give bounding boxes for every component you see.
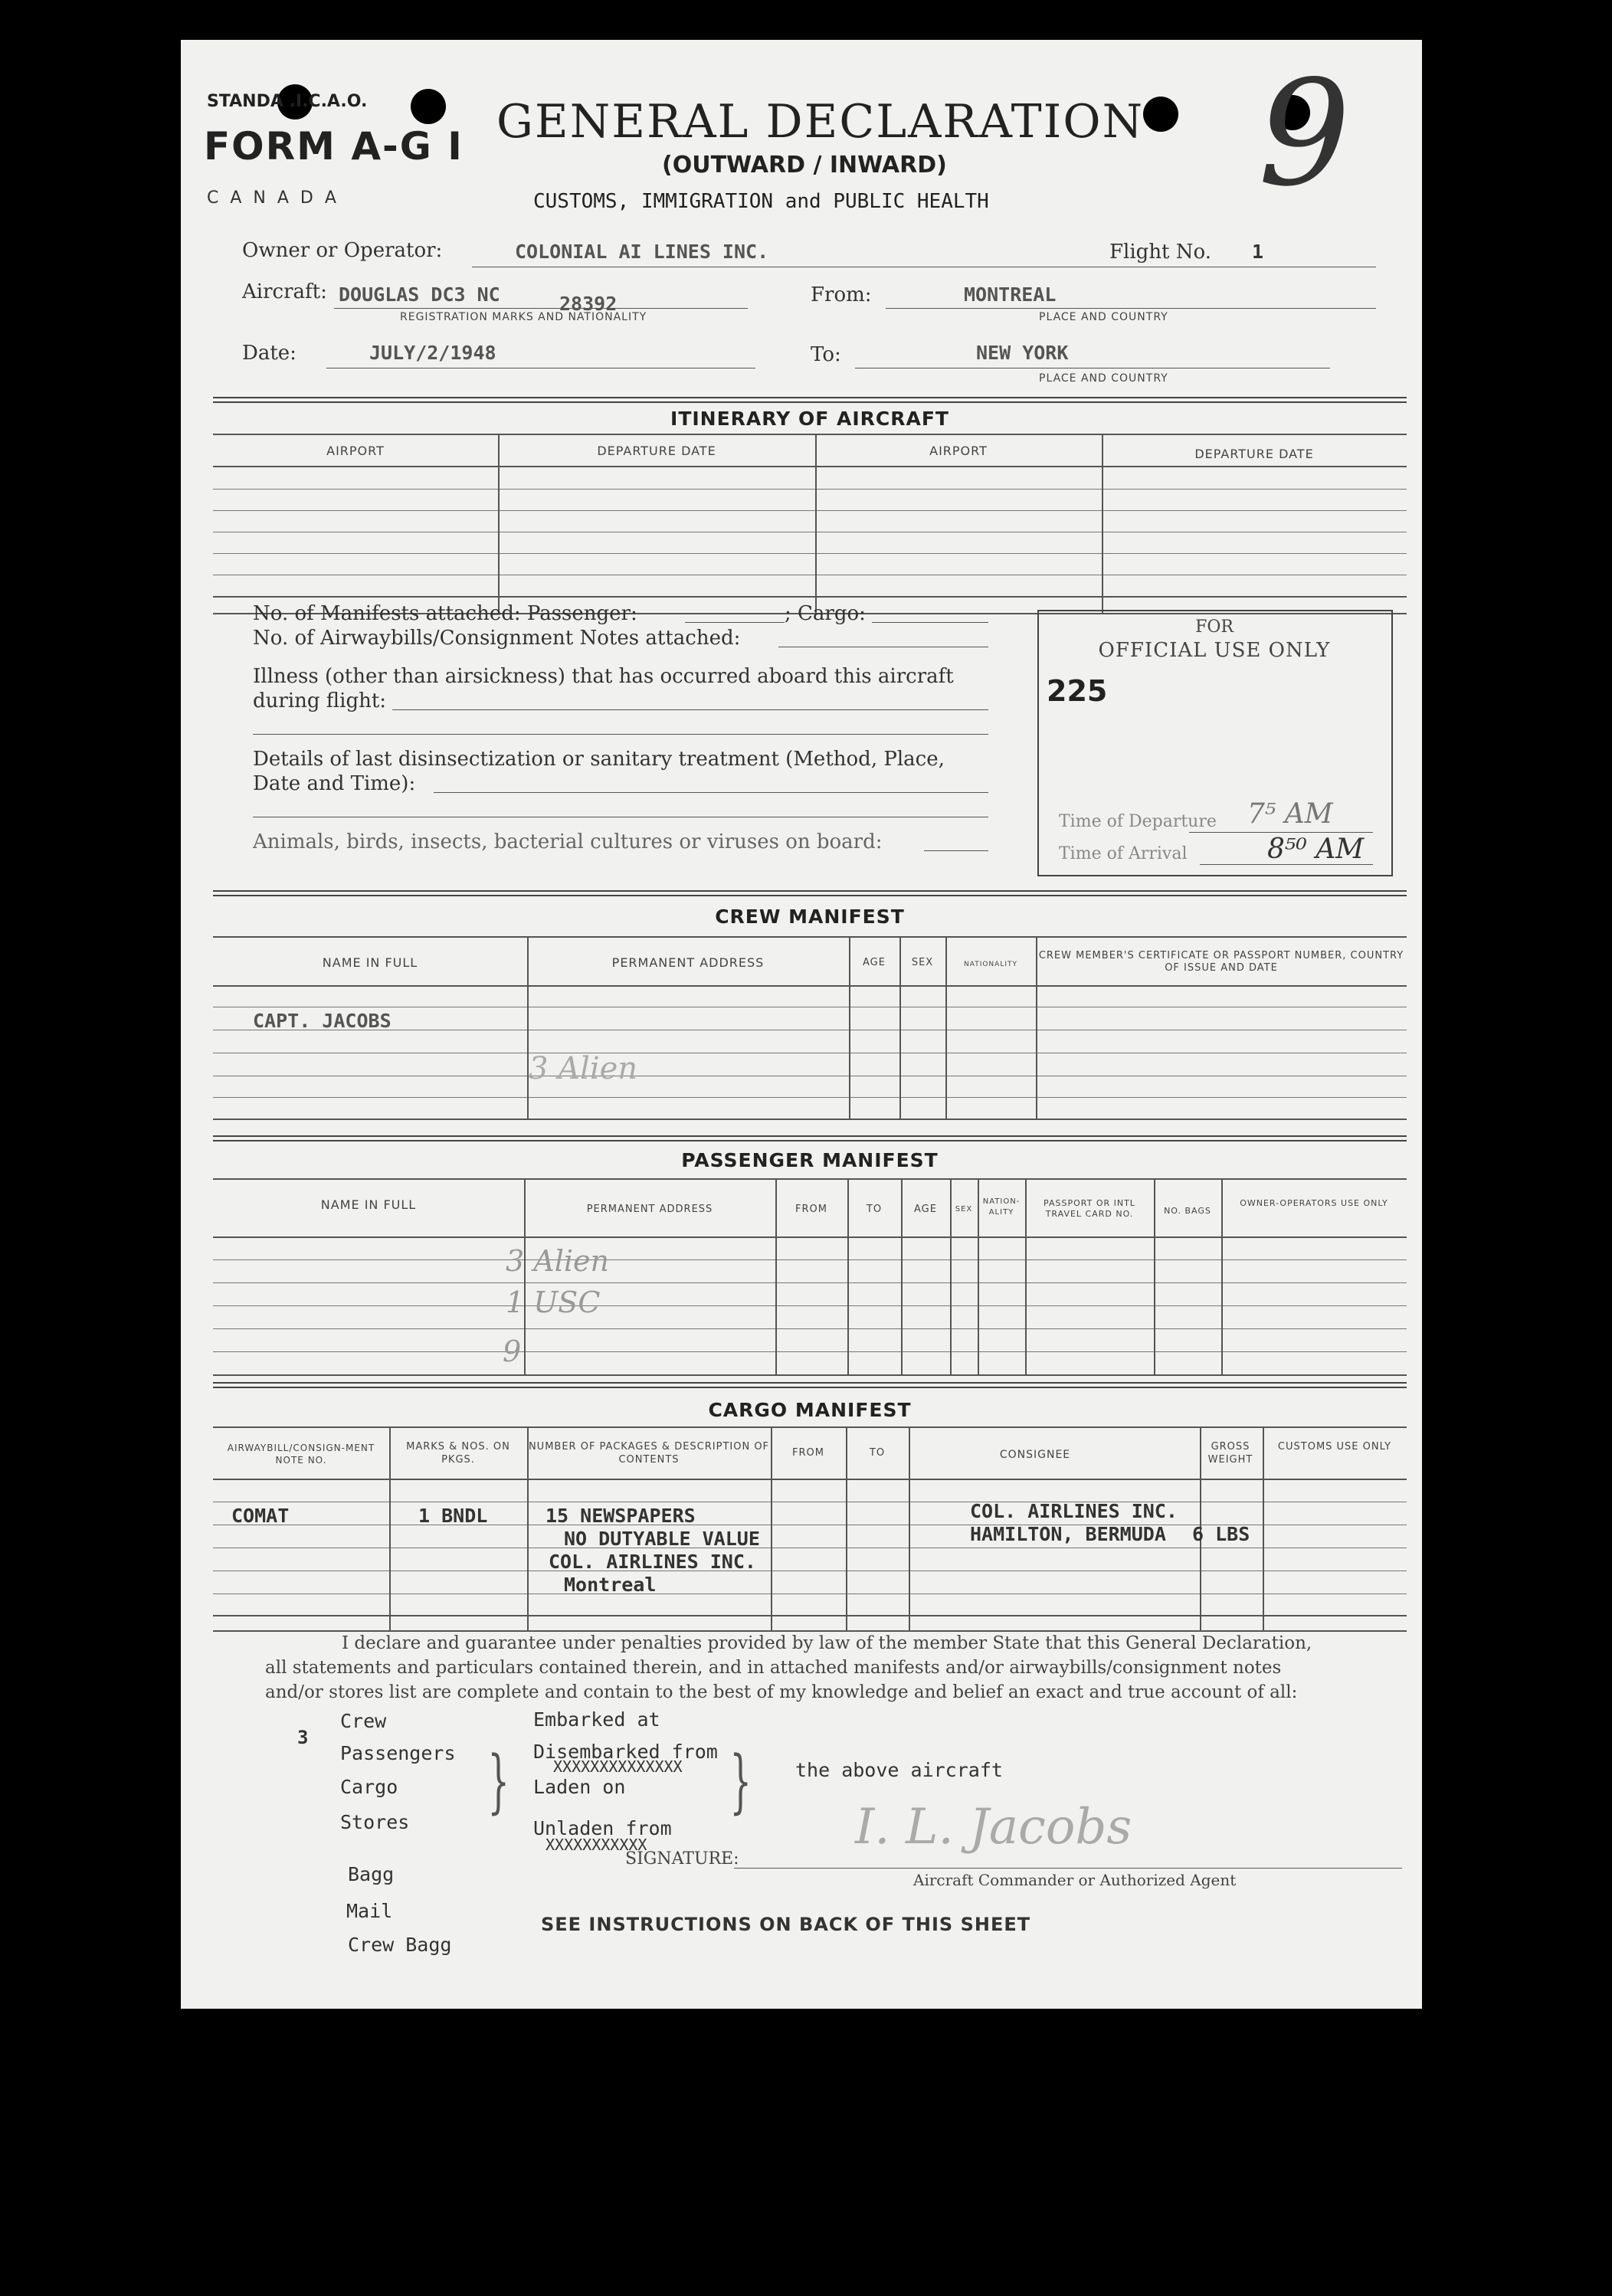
- official-for: FOR: [1195, 617, 1234, 637]
- aircraft-caption: REGISTRATION MARKS AND NATIONALITY: [400, 311, 647, 323]
- aircraft-registration: 28392: [559, 293, 618, 315]
- passenger-col-to: TO: [866, 1204, 883, 1215]
- passenger-col-passport: PASSPORT OR INTL TRAVEL CARD NO.: [1044, 1198, 1135, 1219]
- to-caption: PLACE AND COUNTRY: [1039, 372, 1168, 385]
- itinerary-col-airport-1: AIRPORT: [326, 444, 385, 458]
- cargo-col-description: NUMBER OF PACKAGES & DESCRIPTION OF CONTENTS: [528, 1441, 770, 1466]
- standard-label: STANDA .I.C.A.O.: [207, 92, 368, 111]
- flight-label: Flight No.: [1109, 241, 1211, 264]
- owner-label: Owner or Operator:: [242, 239, 443, 262]
- cargo-description-3: COL. AIRLINES INC.: [549, 1551, 756, 1573]
- departure-time-label: Time of Departure: [1059, 812, 1217, 831]
- crew-col-address: PERMANENT ADDRESS: [611, 955, 765, 970]
- corner-handwritten-mark: 9: [1258, 49, 1351, 218]
- aircraft-label: Aircraft:: [242, 280, 327, 303]
- cargo-marks: 1 BNDL: [418, 1505, 488, 1527]
- declaration-text-3: and/or stores list are complete and contain to the best of my knowledge and belief an exact and true account of all:: [265, 1682, 1298, 1702]
- cargo-col-customs: CUSTOMS USE ONLY: [1277, 1441, 1392, 1453]
- itinerary-col-airport-2: AIRPORT: [929, 444, 988, 458]
- declaration-text-1: I declare and guarantee under penalties provided by law of the member State that this General Declaration,: [342, 1633, 1312, 1653]
- cargo-note-no: COMAT: [231, 1505, 290, 1527]
- signature-label: SIGNATURE:: [625, 1849, 739, 1869]
- from-value: MONTREAL: [964, 283, 1057, 306]
- passenger-col-name: NAME IN FULL: [320, 1197, 417, 1212]
- passenger-handwriting-3: 9: [503, 1335, 522, 1368]
- from-caption: PLACE AND COUNTRY: [1039, 311, 1168, 323]
- outward-label: (OUTWARD /: [662, 152, 830, 179]
- form-title: GENERAL DECLARATION: [496, 95, 1145, 149]
- punch-hole: [1143, 97, 1178, 132]
- passenger-col-address: PERMANENT ADDRESS: [586, 1204, 713, 1215]
- cargo-description-2: NO DUTYABLE VALUE: [564, 1528, 760, 1550]
- illness-label-2: during flight:: [253, 689, 387, 712]
- declaration-form: [181, 40, 1422, 2009]
- disinsect-label-2: Date and Time):: [253, 772, 416, 795]
- cargo-consignee-1: COL. AIRLINES INC.: [970, 1500, 1178, 1522]
- extra-mail: Mail: [346, 1900, 393, 1922]
- animals-label: Animals, birds, insects, bacterial cultures or viruses on board:: [253, 830, 883, 853]
- cargo-col-consignee: CONSIGNEE: [999, 1449, 1071, 1461]
- to-label: To:: [811, 343, 841, 366]
- form-label: FORM A-G I: [204, 124, 464, 169]
- crew-col-age: AGE: [863, 957, 886, 968]
- decl-left-crew: Crew: [340, 1710, 387, 1732]
- date-value: JULY/2/1948: [369, 342, 496, 364]
- crew-row-name: CAPT. JACOBS: [253, 1010, 392, 1032]
- decl-left-stores: Stores: [340, 1811, 410, 1833]
- disinsect-label-1: Details of last disinsectization or sanitary treatment (Method, Place,: [253, 748, 945, 771]
- passenger-count: 3: [297, 1727, 309, 1748]
- official-title: OFFICIAL USE ONLY: [1098, 639, 1331, 662]
- crew-title: CREW MANIFEST: [715, 906, 905, 928]
- signature-value: I. L. Jacobs: [855, 1799, 1132, 1855]
- cargo-consignee-2: HAMILTON, BERMUDA: [970, 1523, 1166, 1545]
- passenger-col-from: FROM: [795, 1204, 827, 1215]
- above-aircraft: the above aircraft: [795, 1759, 1003, 1781]
- extra-bagg: Bagg: [348, 1863, 395, 1885]
- cargo-title: CARGO MANIFEST: [708, 1399, 912, 1421]
- passenger-col-age: AGE: [914, 1204, 937, 1215]
- country-label: C A N A D A: [207, 188, 339, 208]
- left-brace: }: [487, 1741, 509, 1822]
- decl-laden: Laden on: [533, 1776, 626, 1798]
- passenger-col-bags: NO. BAGS: [1164, 1206, 1211, 1216]
- flight-value: 1: [1252, 241, 1264, 263]
- departure-time-value: 7⁵ AM: [1247, 798, 1333, 830]
- extra-crew-bagg: Crew Bagg: [348, 1934, 452, 1956]
- official-number: 225: [1047, 674, 1108, 708]
- aircraft-value: DOUGLAS DC3 NC: [339, 283, 500, 306]
- arrival-time-label: Time of Arrival: [1059, 844, 1188, 863]
- cargo-col-from: FROM: [792, 1447, 824, 1459]
- passenger-handwriting-1: 3 Alien: [506, 1244, 609, 1278]
- itinerary-title: ITINERARY OF AIRCRAFT: [670, 408, 949, 430]
- crew-col-certificate: CREW MEMBER'S CERTIFICATE OR PASSPORT NUMBER, COUNTRY OF ISSUE AND DATE: [1038, 950, 1404, 974]
- cargo-col-marks: MARKS & NOS. ON PKGS.: [406, 1441, 510, 1466]
- cargo-weight: 6 LBS: [1192, 1523, 1250, 1545]
- decl-left-cargo: Cargo: [340, 1776, 398, 1798]
- decl-unladen: Unladen from: [533, 1817, 672, 1839]
- itinerary-col-departure-2: DEPARTURE DATE: [1194, 447, 1314, 461]
- passenger-handwriting-2: 1 USC: [506, 1286, 601, 1319]
- to-value: NEW YORK: [976, 342, 1069, 364]
- passenger-col-owner: OWNER-OPERATORS USE ONLY: [1240, 1198, 1388, 1208]
- date-label: Date:: [242, 342, 297, 365]
- crew-col-sex: SEX: [911, 957, 934, 968]
- cargo-description-1: 15 NEWSPAPERS: [546, 1505, 696, 1527]
- customs-subtitle: CUSTOMS, IMMIGRATION and PUBLIC HEALTH: [533, 190, 989, 213]
- passenger-col-sex: SEX: [955, 1205, 973, 1214]
- instructions-text: SEE INSTRUCTIONS ON BACK OF THIS SHEET: [541, 1914, 1031, 1935]
- cargo-col-to: TO: [869, 1447, 886, 1459]
- crew-col-name: NAME IN FULL: [322, 955, 418, 970]
- right-brace: }: [729, 1741, 752, 1822]
- form-subtitle: [662, 152, 947, 179]
- decl-unladen-strike: XXXXXXXXXXX: [546, 1836, 647, 1854]
- cargo-col-note: AIRWAYBILL/CONSIGN-MENT NOTE NO.: [227, 1443, 375, 1466]
- agent-caption: Aircraft Commander or Authorized Agent: [913, 1871, 1237, 1889]
- cargo-description-4: Montreal: [564, 1574, 657, 1596]
- passenger-title: PASSENGER MANIFEST: [681, 1149, 939, 1171]
- declaration-text-2: all statements and particulars contained therein, and in attached manifests and/or airwaybills/consignment notes: [265, 1658, 1282, 1678]
- from-label: From:: [811, 283, 872, 306]
- decl-disembarked-strike: XXXXXXXXXXXXXX: [553, 1757, 683, 1776]
- manifests-label: No. of Manifests attached: Passenger:: [253, 602, 637, 625]
- decl-embarked: Embarked at: [533, 1708, 660, 1731]
- crew-handwriting: 3 Alien: [529, 1051, 638, 1086]
- crew-col-nationality: NATIONALITY: [964, 961, 1017, 968]
- inward-label: INWARD): [829, 152, 947, 179]
- cargo-col-weight: GROSS WEIGHT: [1207, 1441, 1253, 1466]
- illness-label-1: Illness (other than airsickness) that has occurred aboard this aircraft: [253, 665, 954, 688]
- arrival-time-value: 8⁵⁰ AM: [1267, 834, 1365, 865]
- decl-left-passengers: Passengers: [340, 1742, 456, 1764]
- itinerary-col-departure-1: DEPARTURE DATE: [597, 444, 716, 458]
- decl-disembarked: Disembarked from: [533, 1741, 718, 1763]
- passenger-col-nationality: NATION-ALITY: [982, 1197, 1021, 1217]
- airwaybills-label: No. of Airwaybills/Consignment Notes attached:: [253, 627, 741, 650]
- cargo-count-label: ; Cargo:: [785, 602, 866, 625]
- owner-value: COLONIAL AI LINES INC.: [515, 241, 769, 263]
- punch-hole: [411, 89, 446, 124]
